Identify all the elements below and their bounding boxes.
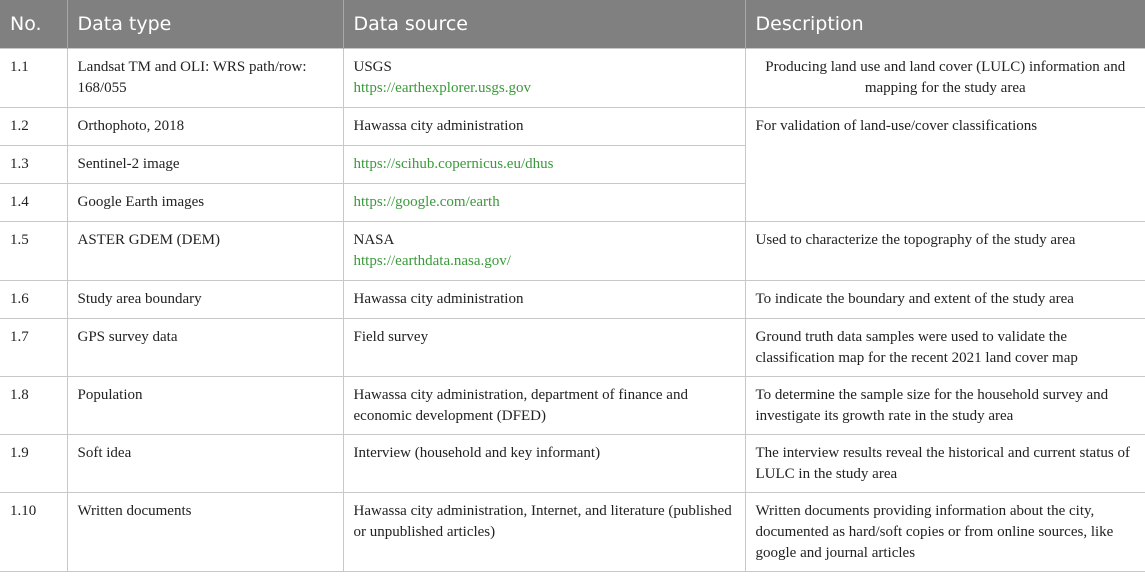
cell-description: Used to characterize the topography of the study area <box>745 222 1145 281</box>
cell-data-type: Study area boundary <box>67 281 343 319</box>
cell-no: 1.4 <box>0 184 67 222</box>
cell-no: 1.10 <box>0 493 67 572</box>
table-row <box>0 435 1145 493</box>
cell-data-source <box>343 222 745 281</box>
cell-data-source <box>343 184 745 222</box>
cell-data-source: Hawassa city administration, department of finance and economic development (DFED) <box>343 377 745 435</box>
cell-data-type: Orthophoto, 2018 <box>67 108 343 146</box>
cell-no: 1.2 <box>0 108 67 146</box>
cell-no: 1.7 <box>0 319 67 377</box>
table-row <box>0 319 1145 377</box>
cell-no: 1.9 <box>0 435 67 493</box>
cell-data-type: Sentinel-2 image <box>67 146 343 184</box>
table-row <box>0 49 1145 108</box>
header-data-source: Data source <box>343 0 745 49</box>
cell-data-source: Hawassa city administration <box>343 281 745 319</box>
cell-description: The interview results reveal the historical and current status of LULC in the study area <box>745 435 1145 493</box>
cell-data-source: Hawassa city administration <box>343 108 745 146</box>
table-row <box>0 222 1145 281</box>
header-no: No. <box>0 0 67 49</box>
cell-data-type: ASTER GDEM (DEM) <box>67 222 343 281</box>
source-link[interactable]: https://google.com/earth <box>353 194 500 210</box>
cell-description: Producing land use and land cover (LULC) information and mapping for the study area <box>745 49 1145 108</box>
cell-description: Ground truth data samples were used to validate the classification map for the recent 2021 land cover map <box>745 319 1145 377</box>
source-link[interactable]: https://scihub.copernicus.eu/dhus <box>353 156 554 172</box>
cell-data-type: Written documents <box>67 493 343 572</box>
table-row <box>0 281 1145 319</box>
cell-no: 1.1 <box>0 49 67 108</box>
table-row <box>0 493 1145 572</box>
table-header-row <box>0 0 1145 49</box>
cell-description: For validation of land-use/cover classifications <box>745 108 1145 222</box>
header-description: Description <box>745 0 1145 49</box>
cell-data-source: Hawassa city administration, Internet, and literature (published or unpublished articles) <box>343 493 745 572</box>
cell-data-source: Interview (household and key informant) <box>343 435 745 493</box>
cell-no: 1.3 <box>0 146 67 184</box>
cell-description: Written documents providing information about the city, documented as hard/soft copies or from online sources, like google and journal articles <box>745 493 1145 572</box>
cell-data-type: Soft idea <box>67 435 343 493</box>
cell-data-type: Population <box>67 377 343 435</box>
cell-no: 1.5 <box>0 222 67 281</box>
cell-description: To indicate the boundary and extent of the study area <box>745 281 1145 319</box>
cell-data-type: Landsat TM and OLI: WRS path/row: 168/055 <box>67 49 343 108</box>
cell-data-source <box>343 146 745 184</box>
source-name: NASA <box>353 232 395 248</box>
cell-data-source: Field survey <box>343 319 745 377</box>
cell-data-source <box>343 49 745 108</box>
header-data-type: Data type <box>67 0 343 49</box>
source-link[interactable]: https://earthdata.nasa.gov/ <box>353 253 511 269</box>
cell-no: 1.6 <box>0 281 67 319</box>
source-name: USGS <box>353 59 392 75</box>
table-row <box>0 108 1145 146</box>
source-link[interactable]: https://earthexplorer.usgs.gov <box>353 80 531 96</box>
table-row <box>0 377 1145 435</box>
cell-data-type: Google Earth images <box>67 184 343 222</box>
cell-no: 1.8 <box>0 377 67 435</box>
cell-description: To determine the sample size for the household survey and investigate its growth rate in the study area <box>745 377 1145 435</box>
cell-data-type: GPS survey data <box>67 319 343 377</box>
